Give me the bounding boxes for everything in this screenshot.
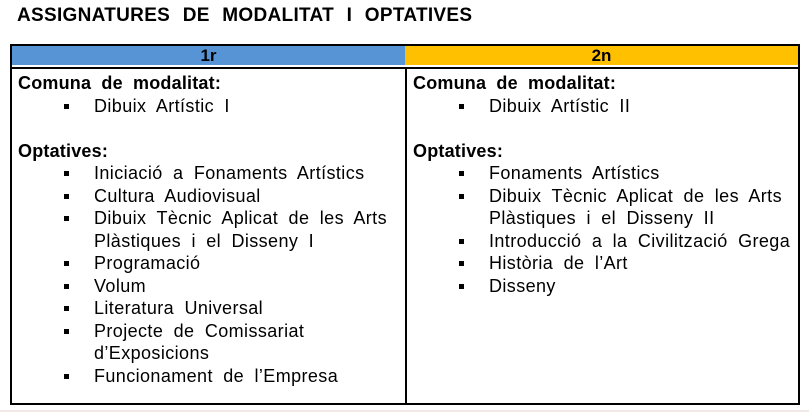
subject-item <box>459 185 798 230</box>
subject-item <box>459 275 798 298</box>
section-heading: Optatives: <box>18 140 109 161</box>
subject-item-label: Història de l’Art <box>489 253 628 273</box>
section <box>18 140 403 388</box>
subject-item <box>64 297 396 320</box>
bullet-icon <box>459 171 464 176</box>
subject-list <box>413 95 796 118</box>
bullet-icon <box>64 374 69 379</box>
subject-item-label: Disseny <box>489 275 556 296</box>
subject-item <box>459 252 798 275</box>
subject-item <box>64 320 396 365</box>
bullet-icon <box>459 194 464 199</box>
subject-item <box>64 252 396 275</box>
subject-item <box>64 185 396 208</box>
subject-item-label: Literatura Universal <box>94 298 264 318</box>
subjects-table <box>10 44 800 405</box>
subject-item <box>64 365 396 388</box>
subject-item-label: Dibuix Tècnic Aplicat de les Arts Plàstiques i el Disseny II <box>489 185 782 228</box>
subject-item-label: Projecte de Comissariat d’Exposicions <box>94 320 305 363</box>
bullet-icon <box>64 216 69 221</box>
subject-item-label: Cultura Audiovisual <box>94 185 261 206</box>
subject-item-label: Funcionament de l’Empresa <box>94 365 339 386</box>
bullet-icon <box>459 261 464 266</box>
subject-item <box>64 275 396 298</box>
section-heading: Optatives: <box>413 140 504 161</box>
subject-item-label: Introducció a la Civilització Grega <box>489 230 791 251</box>
subject-item <box>459 162 798 185</box>
section-heading: Comuna de modalitat: <box>413 73 617 93</box>
bullet-icon <box>64 306 69 311</box>
subject-item-label: Fonaments Artístics <box>489 163 660 183</box>
bullet-icon <box>64 261 69 266</box>
page-title: ASSIGNATURES DE MODALITAT I OPTATIVES <box>17 5 473 26</box>
bullet-icon <box>459 104 464 109</box>
section <box>413 140 796 298</box>
subject-item-label: Programació <box>94 253 201 273</box>
subject-list <box>18 95 403 118</box>
bullet-icon <box>64 329 69 334</box>
subject-item-label: Volum <box>94 275 147 296</box>
table-header-row <box>12 46 798 69</box>
section <box>413 72 796 117</box>
bullet-icon <box>64 284 69 289</box>
bullet-icon <box>64 104 69 109</box>
subject-item-label: Dibuix Tècnic Aplicat de les Arts Plàstiques i el Disseny I <box>94 208 387 251</box>
page-bottom-rule <box>0 410 809 412</box>
column-cell-2n <box>405 69 798 405</box>
subject-item <box>64 162 396 185</box>
column-header-1r: 1r <box>12 46 405 65</box>
subject-item-label: Dibuix Artístic I <box>94 95 230 116</box>
bullet-icon <box>64 194 69 199</box>
table-body-row <box>12 69 798 405</box>
subject-item <box>459 230 798 253</box>
subject-item <box>64 207 396 252</box>
subject-list <box>413 162 796 297</box>
column-header-2n: 2n <box>405 46 798 65</box>
section <box>18 72 403 117</box>
bullet-icon <box>459 284 464 289</box>
subject-item-label: Iniciació a Fonaments Artístics <box>94 163 365 183</box>
subject-list <box>18 162 403 387</box>
column-cell-1r <box>12 69 405 405</box>
subject-item <box>459 95 798 118</box>
bullet-icon <box>64 171 69 176</box>
subject-item <box>64 95 396 118</box>
subject-item-label: Dibuix Artístic II <box>489 95 631 116</box>
section-heading: Comuna de modalitat: <box>18 73 222 93</box>
bullet-icon <box>459 239 464 244</box>
